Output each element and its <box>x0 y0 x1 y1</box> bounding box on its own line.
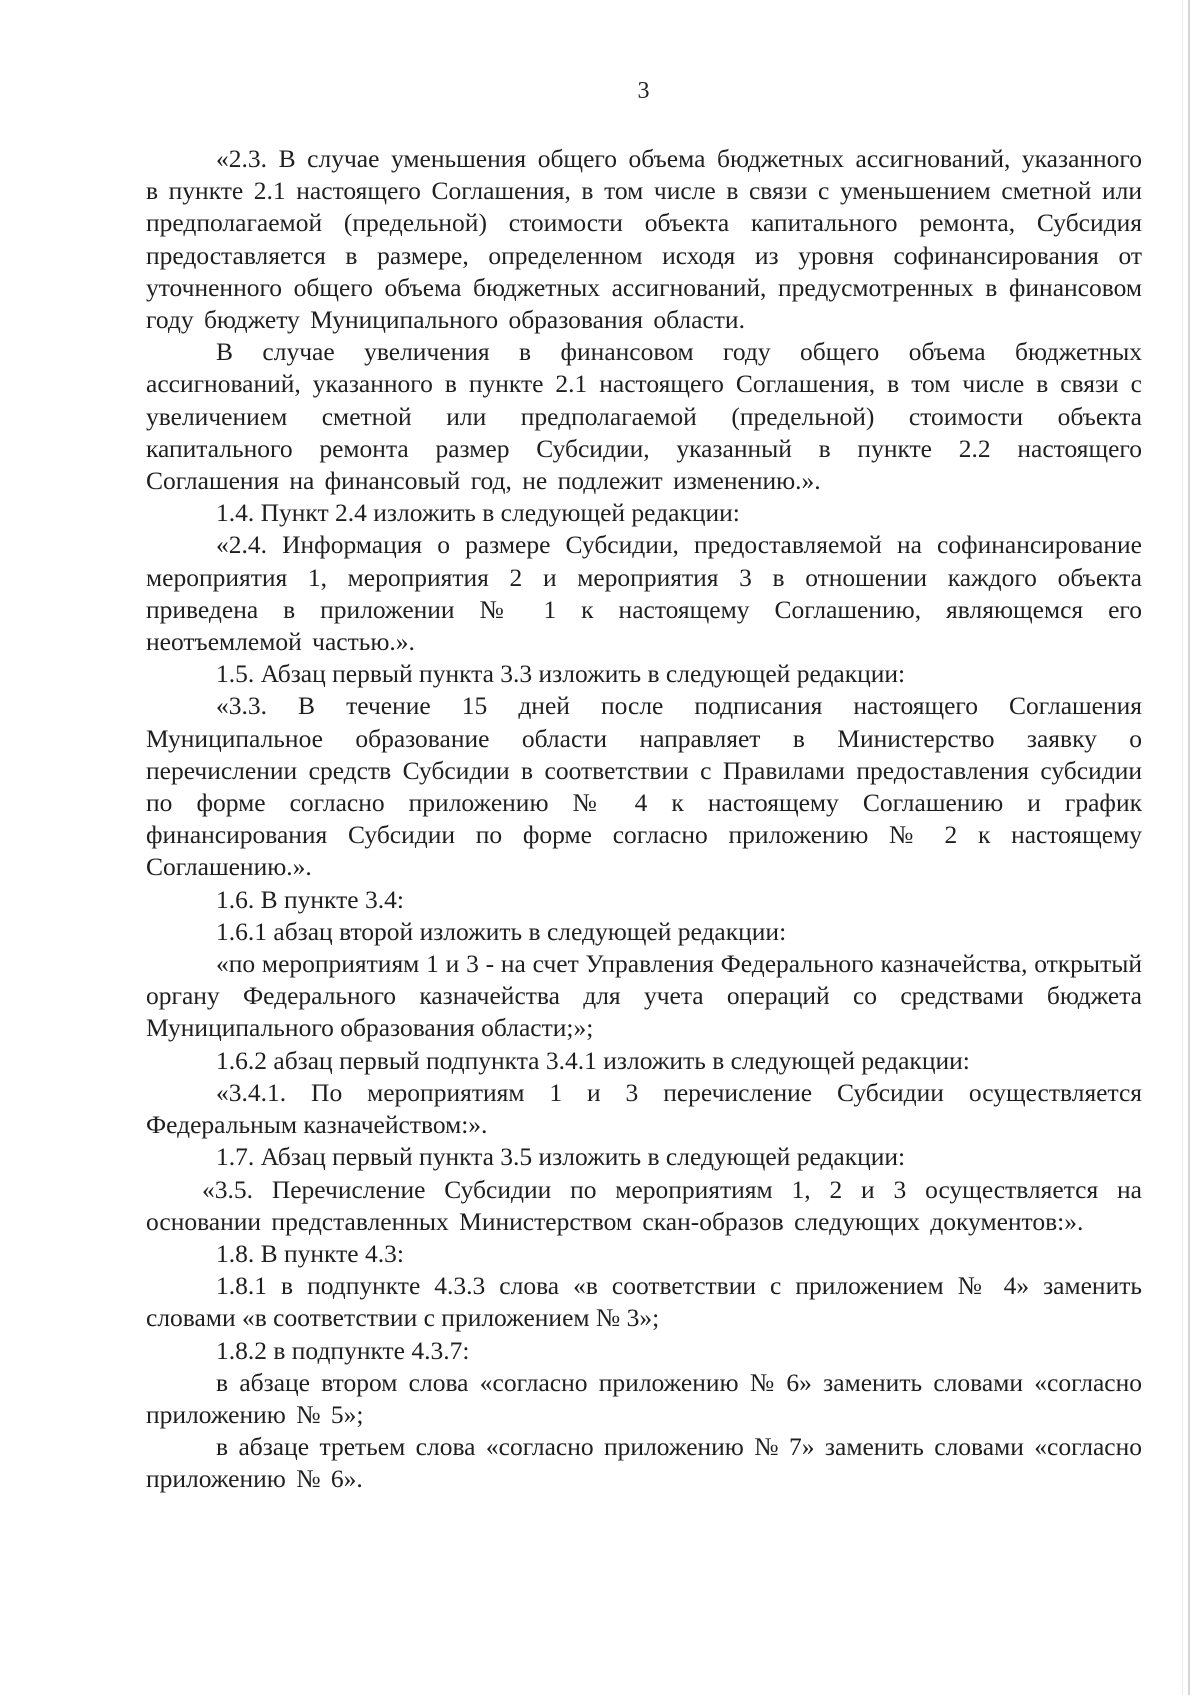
paragraph-1-4: 1.4. Пункт 2.4 изложить в следующей редакции: <box>216 498 740 528</box>
paragraph-2-3-increase: В случае увеличения в финансовом году общего объема бюджетных ассигнований, указанного в пункте 2.1 настоящего Соглашения, в том числе в связи с увеличением сметной или предполагаемой (предельной) стоимости объекта капитального ремонта размер Субсидии, указанный в пункте 2.2 настоящего Соглашения на финансовый год, не подлежит изменению.». <box>146 337 1142 496</box>
scan-edge-line <box>1188 0 1190 1695</box>
paragraph-second-abzac: в абзаце втором слова «согласно приложению № 6» заменить словами «согласно приложению № 5»; <box>146 1367 1142 1429</box>
document-body <box>146 143 1142 1496</box>
paragraph-2-3: «2.3. В случае уменьшения общего объема бюджетных ассигнований, указанного в пункте 2.1 настоящего Соглашения, в том числе в связи с уменьшением сметной или предполагаемой (предельной) стоимости объекта капитального ремонта, Субсидия предоставляется в размере, определенном исходя из уровня софинансирования от уточненного общего объема бюджетных ассигнований, предусмотренных в финансовом году бюджету Муниципального образования области. <box>146 144 1142 335</box>
paragraph-treasury-account: «по мероприятиям 1 и 3 - на счет Управления Федерального казначейства, открытый органу Федерального казначейства для учета операций со средствами бюджета Муниципального образования области;»; <box>146 949 1142 1043</box>
paragraph-1-8-1: 1.8.1 в подпункте 4.3.3 слова «в соответствии с приложением № 4» заменить словами «в соответствии с приложением № 3»; <box>146 1271 1142 1333</box>
paragraph-third-abzac: в абзаце третьем слова «согласно приложению № 7» заменить словами «согласно приложению № 6». <box>146 1432 1142 1494</box>
paragraph-1-6-1: 1.6.1 абзац второй изложить в следующей редакции: <box>216 916 787 946</box>
page-number: 3 <box>637 78 650 104</box>
paragraph-1-6: 1.6. В пункте 3.4: <box>216 884 404 914</box>
paragraph-1-6-2: 1.6.2 абзац первый подпункта 3.4.1 изложить в следующей редакции: <box>216 1045 970 1075</box>
paragraph-2-4: «2.4. Информация о размере Субсидии, предоставляемой на софинансирование мероприятия 1, мероприятия 2 и мероприятия 3 в отношении каждого объекта приведена в приложении № 1 к настоящему Соглашению, являющемся его неотъемлемой частью.». <box>146 530 1142 657</box>
paragraph-3-5: «3.5. Перечисление Субсидии по мероприятиям 1, 2 и 3 осуществляется на основании представленных Министерством скан-образов следующих документов:». <box>146 1174 1142 1236</box>
paragraph-3-3: «3.3. В течение 15 дней после подписания настоящего Соглашения Муниципальное образование области направляет в Министерство заявку о перечислении средств Субсидии в соответствии с Правилами предоставления субсидии по форме согласно приложению № 4 к настоящему Соглашению и график финансирования Субсидии по форме согласно приложению № 2 к настоящему Соглашению.». <box>146 691 1142 882</box>
paragraph-1-7: 1.7. Абзац первый пункта 3.5 изложить в следующей редакции: <box>216 1142 906 1172</box>
paragraph-3-4-1: «3.4.1. По мероприятиям 1 и 3 перечисление Субсидии осуществляется Федеральным казначейством:». <box>146 1077 1142 1140</box>
scan-edge <box>1182 0 1183 1695</box>
paragraph-1-8: 1.8. В пункте 4.3: <box>216 1238 404 1268</box>
paragraph-1-8-2: 1.8.2 в подпункте 4.3.7: <box>216 1335 470 1365</box>
paragraph-1-5: 1.5. Абзац первый пункта 3.3 изложить в следующей редакции: <box>216 659 906 689</box>
